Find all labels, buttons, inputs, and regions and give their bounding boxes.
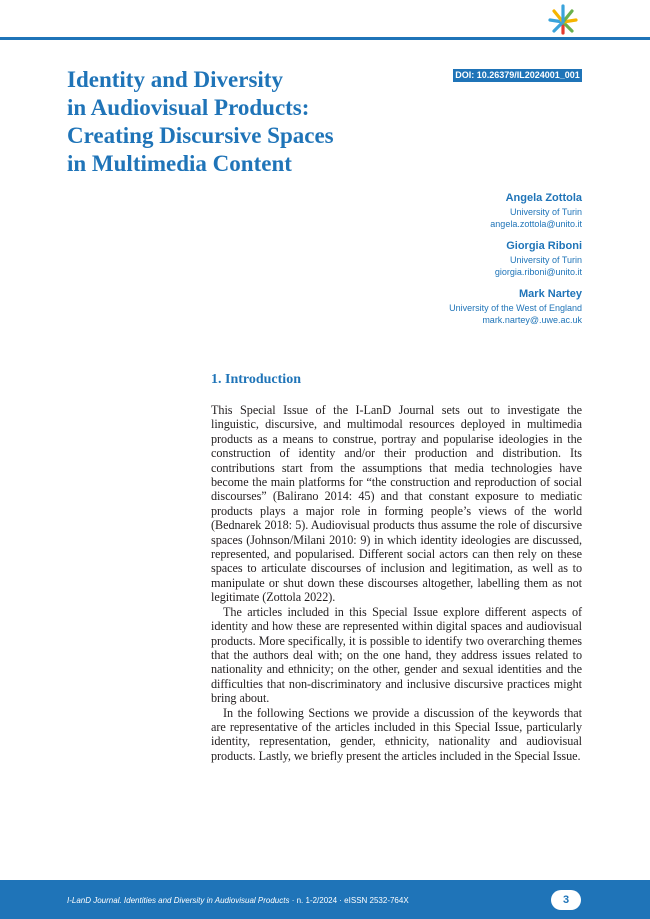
- journal-logo: [545, 0, 581, 36]
- author-affiliation: University of Turin: [509, 207, 582, 217]
- page-number: 3: [551, 890, 581, 910]
- footer-citation: [67, 896, 409, 906]
- author-affiliation: University of the West of England: [449, 303, 582, 313]
- paragraph: In the following Sections we provide a discussion of the keywords that are representative of the articles included in this Special Issue, particularly identity, representation, gender, ethnicity, nationality and audiovisual products. Lastly, we briefly present the articles included in the Special Issue.: [211, 705, 582, 763]
- author-email[interactable]: mark.nartey@.uwe.ac.uk: [482, 315, 582, 325]
- paragraph: This Special Issue of the I-LanD Journal sets out to investigate the linguistic, discursive, and multimodal resources deployed in multimedia products as a means to construe, portray and popularise ideologies in the construction of identity and/or their production and distribution. Its contributions start from the assumptions that media technologies have become the main platforms for “the construction and reproduction of social discourses” (Balirano 2014: 45) and that constant exposure to mediatic products plays a major role in forming people’s views of the world (Bednarek 2018: 5). Audiovisual products thus assume the role of discursive spaces (Johnson/Milani 2010: 9) in which identity ideologies are discussed, represented, and popularised. Different social actors can then rely on these spaces to articulate discourses of inclusion and legitimation, as well as to manipulate or shut down these discourses altogether, labelling them as not legitimate (Zottola 2022).: [211, 403, 582, 605]
- doi-badge[interactable]: DOI: 10.26379/IL2024001_001: [453, 69, 582, 82]
- body-text: [211, 403, 582, 763]
- footer-details: · n. 1-2/2024 · eISSN 2532-764X: [289, 896, 409, 905]
- title-line: in Multimedia Content: [67, 151, 292, 176]
- title-line: in Audiovisual Products:: [67, 95, 310, 120]
- author-affiliation: University of Turin: [509, 255, 582, 265]
- author-email[interactable]: giorgia.riboni@unito.it: [494, 267, 582, 277]
- article-title: [67, 66, 447, 178]
- section-heading: 1. Introduction: [211, 372, 301, 387]
- author-list: [262, 191, 582, 335]
- author-email[interactable]: angela.zottola@unito.it: [490, 219, 582, 229]
- author-block: [262, 287, 582, 326]
- title-line: Identity and Diversity: [67, 67, 283, 92]
- title-line: Creating Discursive Spaces: [67, 123, 334, 148]
- author-block: [262, 191, 582, 230]
- header-rule: [0, 37, 650, 40]
- author-name: Angela Zottola: [505, 192, 582, 204]
- paragraph: The articles included in this Special Issue explore different aspects of identity and how these are represented within digital spaces and audiovisual products. More specifically, it is possible to identify two overarching themes that the authors deal with; on the one hand, they address issues related to nationality and ethnicity; on the other, gender and sexual identities and the difficulties that non-discriminatory and inclusive discursive practices might bring about.: [211, 604, 582, 706]
- author-name: Giorgia Riboni: [506, 240, 582, 252]
- author-block: [262, 239, 582, 278]
- footer-journal: I-LanD Journal. Identities and Diversity in Audiovisual Products: [67, 896, 290, 905]
- page-footer: [0, 880, 650, 919]
- author-name: Mark Nartey: [519, 288, 582, 300]
